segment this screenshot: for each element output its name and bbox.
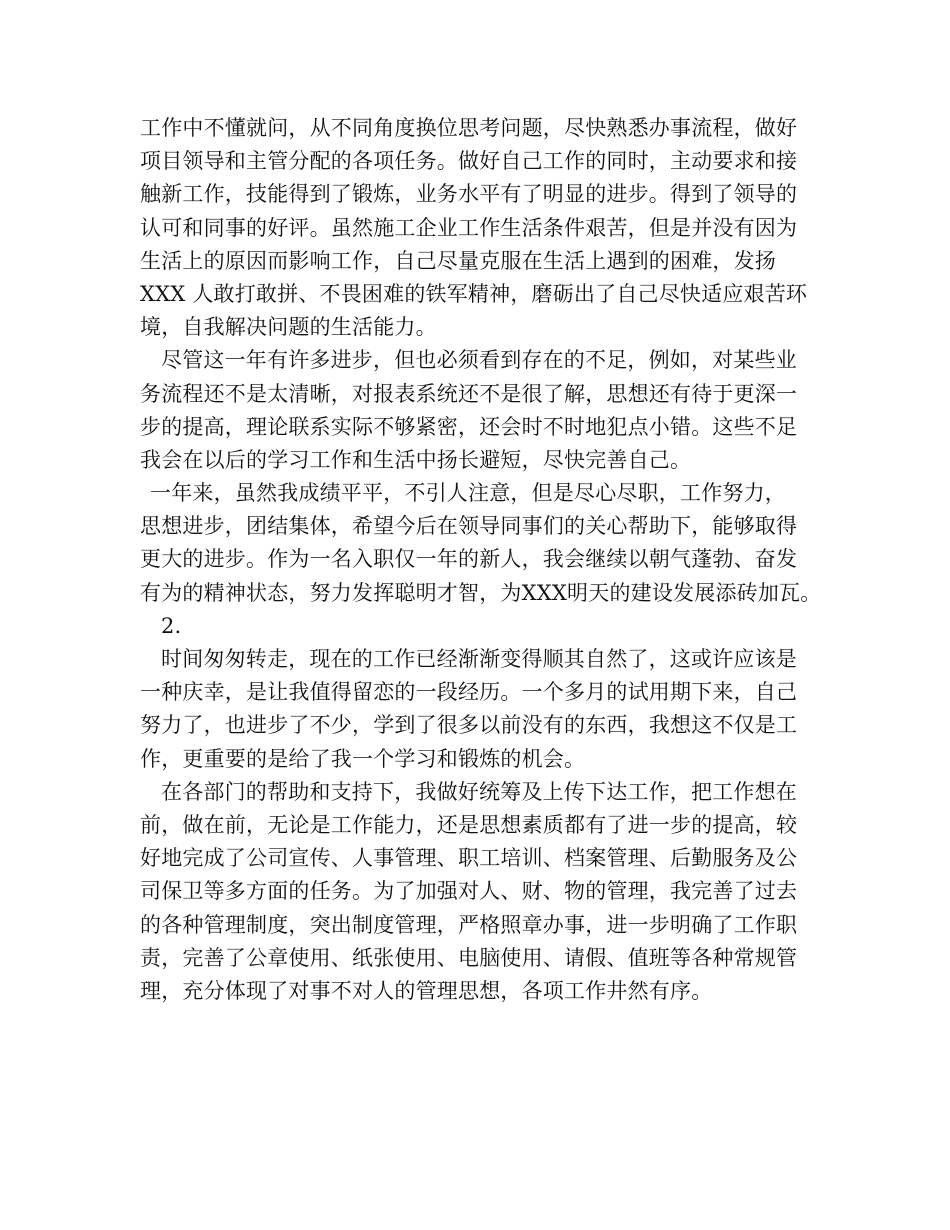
text-line: 司保卫等多方面的任务。为了加强对人、财、物的管理，我完善了过去 (140, 879, 798, 904)
text-line: 有为的精神状态，努力发挥聪明才智，为XXX明天的建设发展添砖加瓦。 (140, 580, 822, 605)
text-line: XXX 人敢打敢拼、不畏困难的铁军精神，磨砺出了自己尽快适应艰苦环 (140, 281, 808, 306)
text-line: 生活上的原因而影响工作，自己尽量克服在生活上遇到的困难，发扬 (140, 248, 776, 273)
text-line: 作，更重要的是给了我一个学习和锻炼的机会。 (140, 746, 586, 771)
text-line: 务流程还不是太清晰，对报表系统还不是很了解，思想还有待于更深一 (140, 381, 798, 406)
text-line: 好地完成了公司宣传、人事管理、职工培训、档案管理、后勤服务及公 (140, 846, 798, 871)
paragraph-start-line: 尽管这一年有许多进步，但也必须看到存在的不足，例如，对某些业 (161, 348, 797, 373)
text-line: 触新工作，技能得到了锻炼，业务水平有了明显的进步。得到了领导的 (140, 182, 798, 207)
text-line: 步的提高，理论联系实际不够紧密，还会时不时地犯点小错。这些不足 (140, 414, 798, 439)
text-line: 理，充分体现了对事不对人的管理思想，各项工作井然有序。 (140, 978, 713, 1003)
text-line: 认可和同事的好评。虽然施工企业工作生活条件艰苦，但是并没有因为 (140, 215, 798, 240)
text-line: 项目领导和主管分配的各项任务。做好自己工作的同时，主动要求和接 (140, 149, 798, 174)
paragraph-start-line: 在各部门的帮助和支持下，我做好统筹及上传下达工作，把工作想在 (161, 779, 797, 804)
text-line: 一种庆幸，是让我值得留恋的一段经历。一个多月的试用期下来，自己 (140, 680, 798, 705)
paragraph-start-line: 一年来，虽然我成绩平平，不引人注意，但是尽心尽职，工作努力， (150, 481, 786, 506)
text-line: 的各种管理制度，突出制度管理，严格照章办事，进一步明确了工作职 (140, 912, 798, 937)
section-number: 2. (161, 613, 182, 638)
text-line: 境，自我解决问题的生活能力。 (140, 315, 437, 340)
text-line: 工作中不懂就问，从不同角度换位思考问题，尽快熟悉办事流程，做好 (140, 116, 798, 140)
text-line: 更大的进步。作为一名入职仅一年的新人，我会继续以朝气蓬勃、奋发 (140, 547, 798, 572)
paragraph-start-line: 时间匆匆转走，现在的工作已经渐渐变得顺其自然了，这或许应该是 (161, 647, 797, 671)
document-body (140, 112, 830, 1008)
text-line: 努力了，也进步了不少，学到了很多以前没有的东西，我想这不仅是工 (140, 713, 798, 738)
text-line: 我会在以后的学习工作和生活中扬长避短，尽快完善自己。 (140, 447, 692, 472)
text-line: 思想进步，团结集体，希望今后在领导同事们的关心帮助下，能够取得 (140, 514, 798, 539)
text-line: 责，完善了公章使用、纸张使用、电脑使用、请假、值班等各种常规管 (140, 945, 798, 970)
text-line: 前，做在前，无论是工作能力，还是思想素质都有了进一步的提高，较 (140, 812, 798, 837)
